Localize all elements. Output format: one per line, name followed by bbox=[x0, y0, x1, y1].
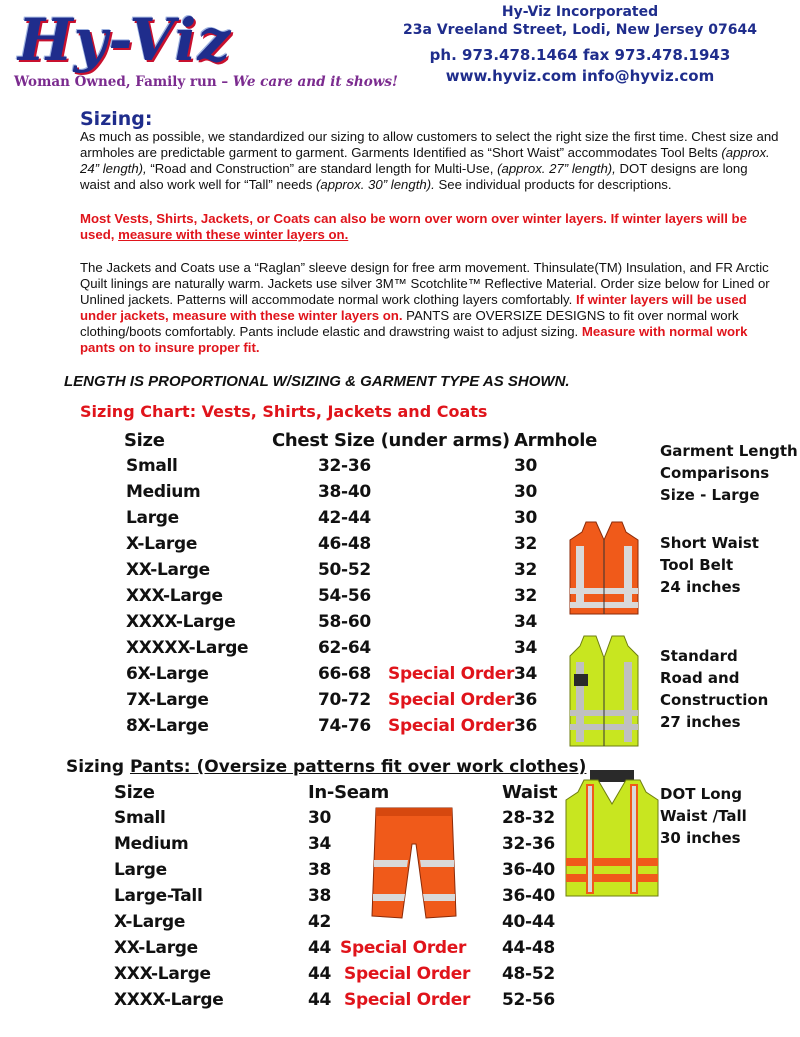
chest-cell: 58-60 bbox=[318, 612, 371, 632]
garment-length-line: DOT Long bbox=[660, 785, 742, 803]
waist-cell: 32-36 bbox=[502, 834, 555, 854]
short-waist-vest-image bbox=[566, 518, 642, 618]
armhole-cell: 34 bbox=[514, 612, 538, 632]
waist-cell: 48-52 bbox=[502, 964, 555, 984]
vest-chart-title: Sizing Chart: Vests, Shirts, Jackets and Coats bbox=[80, 402, 488, 421]
armhole-cell: 30 bbox=[514, 456, 538, 476]
waist-cell: 36-40 bbox=[502, 860, 555, 880]
inseam-cell: 44 bbox=[308, 990, 332, 1010]
col-pants-size-header: Size bbox=[114, 782, 155, 803]
special-order-note: Special Order bbox=[388, 690, 515, 710]
pants-title-a: Sizing bbox=[66, 757, 130, 777]
size-cell: Small bbox=[126, 456, 178, 476]
company-info bbox=[400, 4, 760, 86]
p1-text-b: (approx. 24” length), bbox=[80, 145, 770, 176]
standard-vest-image bbox=[566, 632, 642, 750]
chest-cell: 66-68 bbox=[318, 664, 371, 684]
garment-length-line: Standard bbox=[660, 647, 738, 665]
chest-cell: 50-52 bbox=[318, 560, 371, 580]
size-cell: XX-Large bbox=[126, 560, 210, 580]
p1-text-f: (approx. 30” length). bbox=[316, 177, 435, 192]
size-cell: Medium bbox=[114, 834, 189, 854]
armhole-cell: 32 bbox=[514, 586, 538, 606]
tagline-italic: We care and it shows! bbox=[232, 74, 398, 90]
size-cell: Medium bbox=[126, 482, 201, 502]
col-chest-header: Chest Size (under arms) bbox=[272, 430, 510, 451]
p1-text-d: (approx. 27” length), bbox=[497, 161, 616, 176]
inseam-cell: 38 bbox=[308, 886, 332, 906]
inseam-cell: 34 bbox=[308, 834, 332, 854]
pants-image bbox=[368, 804, 460, 924]
winter-note-b: measure with these winter layers on. bbox=[118, 227, 349, 242]
inseam-cell: 44 bbox=[308, 938, 332, 958]
garment-length-line: Size - Large bbox=[660, 486, 760, 504]
armhole-cell: 30 bbox=[514, 482, 538, 502]
sizing-heading: Sizing: bbox=[80, 108, 153, 130]
size-cell: XXXX-Large bbox=[114, 990, 224, 1010]
armhole-cell: 34 bbox=[514, 664, 538, 684]
inseam-cell: 30 bbox=[308, 808, 332, 828]
garment-length-line: Construction bbox=[660, 691, 769, 709]
tagline-plain: Woman Owned, Family run – bbox=[14, 74, 233, 90]
size-cell: Large bbox=[126, 508, 179, 528]
garment-length-line: 27 inches bbox=[660, 713, 741, 731]
garment-length-comparison-label bbox=[660, 440, 798, 506]
col-armhole-header: Armhole bbox=[514, 430, 598, 451]
size-cell: Large bbox=[114, 860, 167, 880]
company-web[interactable]: www.hyviz.com info@hyviz.com bbox=[445, 67, 715, 85]
garment-length-line: Short Waist bbox=[660, 534, 759, 552]
chest-cell: 62-64 bbox=[318, 638, 371, 658]
special-order-note: Special Order bbox=[388, 664, 515, 684]
inseam-cell: 42 bbox=[308, 912, 332, 932]
armhole-cell: 36 bbox=[514, 690, 538, 710]
pants-title-b: Pants: (Oversize patterns fit over work clothes) bbox=[129, 757, 587, 777]
sizing-paragraph-2 bbox=[80, 260, 780, 356]
armhole-cell: 30 bbox=[514, 508, 538, 528]
chest-cell: 46-48 bbox=[318, 534, 371, 554]
p1-text-c: “Road and Construction” are standard length for Multi-Use, bbox=[146, 161, 498, 176]
p2-text-b: PANTS are OVERSIZE DESIGNS to fit over normal work clothing/boots comfortably. Pants include elastic and drawstring waist to adjust sizing. bbox=[80, 308, 739, 339]
p2-red-a: If winter layers will be used under jackets, measure with these winter layers on. bbox=[80, 292, 747, 323]
chest-cell: 38-40 bbox=[318, 482, 371, 502]
col-waist-header: Waist bbox=[502, 782, 558, 803]
logo bbox=[10, 6, 398, 92]
garment-length-line: 30 inches bbox=[660, 829, 741, 847]
size-cell: 8X-Large bbox=[126, 716, 209, 736]
col-size-header: Size bbox=[124, 430, 165, 451]
inseam-cell: 44 bbox=[308, 964, 332, 984]
special-order-note: Special Order bbox=[340, 938, 467, 958]
chest-cell: 70-72 bbox=[318, 690, 371, 710]
garment-length-line: Road and bbox=[660, 669, 740, 687]
pants-chart-title bbox=[66, 757, 586, 777]
standard-length-label bbox=[660, 645, 768, 733]
chest-cell: 74-76 bbox=[318, 716, 371, 736]
company-name: Hy-Viz Incorporated bbox=[501, 4, 659, 20]
size-cell: 6X-Large bbox=[126, 664, 209, 684]
company-phone: ph. 973.478.1464 fax 973.478.1943 bbox=[429, 46, 731, 64]
size-cell: XXX-Large bbox=[126, 586, 223, 606]
size-cell: X-Large bbox=[114, 912, 186, 932]
col-inseam-header: In-Seam bbox=[308, 782, 389, 803]
tagline bbox=[14, 74, 398, 90]
armhole-cell: 36 bbox=[514, 716, 538, 736]
size-cell: Large-Tall bbox=[114, 886, 203, 906]
p1-text-e: DOT designs are long waist and also work well for “Tall” needs bbox=[80, 161, 748, 192]
size-cell: 7X-Large bbox=[126, 690, 209, 710]
company-address: 23a Vreeland Street, Lodi, New Jersey 07644 bbox=[403, 22, 757, 38]
waist-cell: 40-44 bbox=[502, 912, 555, 932]
garment-length-line: Garment Length bbox=[660, 442, 798, 460]
p2-red-b: Measure with normal work pants on to insure proper fit. bbox=[80, 324, 748, 355]
size-cell: XXX-Large bbox=[114, 964, 211, 984]
garment-length-line: Waist /Tall bbox=[660, 807, 747, 825]
garment-length-line: Comparisons bbox=[660, 464, 770, 482]
size-cell: XX-Large bbox=[114, 938, 198, 958]
size-cell: XXXX-Large bbox=[126, 612, 236, 632]
winter-note-a: Most Vests, Shirts, Jackets, or Coats can also be worn over worn over winter layers. If winter layers will be used, bbox=[80, 211, 747, 242]
armhole-cell: 32 bbox=[514, 534, 538, 554]
length-proportional-note: LENGTH IS PROPORTIONAL W/SIZING & GARMENT TYPE AS SHOWN. bbox=[64, 373, 570, 390]
size-cell: X-Large bbox=[126, 534, 198, 554]
size-cell: XXXXX-Large bbox=[126, 638, 249, 658]
p2-text-a: The Jackets and Coats use a “Raglan” sleeve design for free arm movement. Thinsulate(TM) Insulation, and FR Arctic Quilt linings are naturally warm. Jackets use silver 3M™ Scotchlite™ Reflective Material. Order size below for Lined or Unlined jackets. Patterns will accommodate normal work clothing layers comfortably. bbox=[80, 260, 770, 307]
winter-layers-note bbox=[80, 211, 780, 243]
logo-text: Hy-Viz bbox=[18, 6, 232, 74]
garment-length-line: Tool Belt bbox=[660, 556, 734, 574]
chest-cell: 42-44 bbox=[318, 508, 371, 528]
armhole-cell: 34 bbox=[514, 638, 538, 658]
garment-length-line: 24 inches bbox=[660, 578, 741, 596]
special-order-note: Special Order bbox=[388, 716, 515, 736]
special-order-note: Special Order bbox=[344, 990, 471, 1010]
p1-text-a: As much as possible, we standardized our sizing to allow customers to select the right size the first time. Chest size and armholes are predictable garment to garment. Garments Identified as “Short Waist” accommodates Tool Belts bbox=[80, 129, 779, 160]
waist-cell: 36-40 bbox=[502, 886, 555, 906]
chest-cell: 54-56 bbox=[318, 586, 371, 606]
p1-text-g: See individual products for descriptions. bbox=[434, 177, 672, 192]
waist-cell: 52-56 bbox=[502, 990, 555, 1010]
size-cell: Small bbox=[114, 808, 166, 828]
special-order-note: Special Order bbox=[344, 964, 471, 984]
chest-cell: 32-36 bbox=[318, 456, 371, 476]
sizing-paragraph-1 bbox=[80, 129, 780, 193]
inseam-cell: 38 bbox=[308, 860, 332, 880]
waist-cell: 44-48 bbox=[502, 938, 555, 958]
short-waist-label bbox=[660, 532, 759, 598]
armhole-cell: 32 bbox=[514, 560, 538, 580]
waist-cell: 28-32 bbox=[502, 808, 555, 828]
